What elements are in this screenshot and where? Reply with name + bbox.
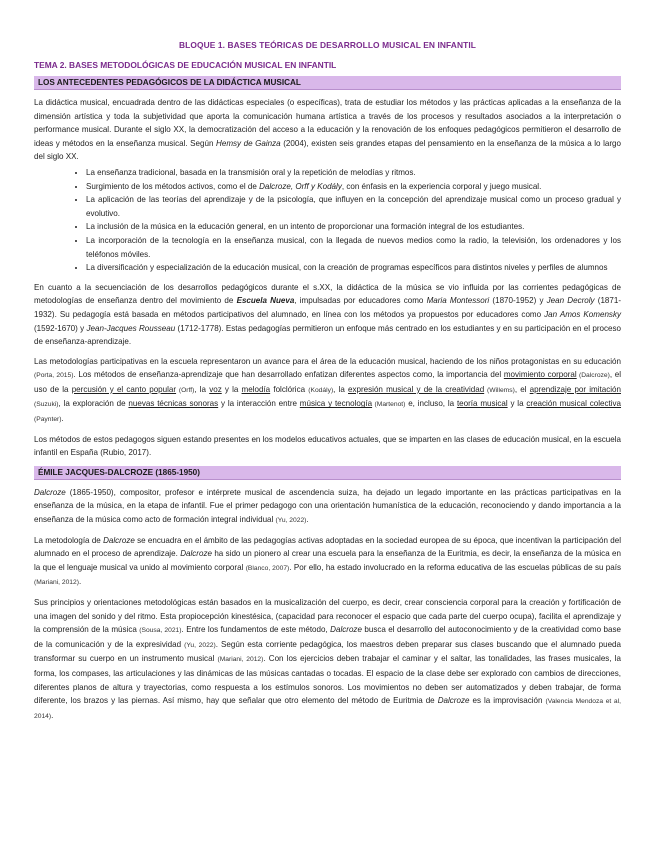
underlined-term: melodía — [241, 384, 271, 394]
paragraph-metodologias-participativas — [34, 355, 621, 427]
citation: (Kodály) — [308, 386, 334, 394]
text-run: , el uso de la — [34, 370, 621, 394]
text-run: e, incluso, la — [405, 399, 457, 409]
citation: (Mariani, 2012) — [34, 579, 79, 587]
text-run: (1870-1952) y — [489, 296, 547, 306]
author-name: Dalcroze — [330, 625, 362, 635]
text-run: (2004), existen seis grandes etapas del pensamiento en la enseñanza de la música a lo largo del siglo XX. — [34, 138, 621, 162]
text-run: , la — [194, 384, 210, 394]
section-heading-dalcroze: ÉMILE JACQUES-DALCROZE (1865-1950) — [34, 466, 621, 480]
underlined-term: música y tecnología — [299, 399, 373, 409]
text-run: Las metodologías participativas en la escuela representaron un avance para el área de la educación musical, haciendo de los niños protagonistas en su educación — [34, 356, 621, 366]
text-run: y la interacción entre — [218, 399, 300, 409]
underlined-term: voz — [209, 384, 222, 394]
text-run: . Los métodos de enseñanza-aprendizaje que han desarrollado enfatizan diferentes aspectos como, la importancia del — [73, 370, 504, 380]
citation: (Yu, 2022) — [184, 641, 216, 649]
section-heading-antecedentes: LOS ANTECEDENTES PEDAGÓGICOS DE LA DIDÁCTICA MUSICAL — [34, 76, 621, 90]
text-run: , la — [333, 384, 349, 394]
author-name: Hemsy de Gainza — [216, 138, 281, 148]
citation: (Paynter) — [34, 416, 62, 424]
text-run: , con énfasis en la experiencia corporal y juego musical. — [341, 181, 542, 191]
text-run: Surgimiento de los métodos activos, como el de — [86, 181, 260, 191]
text-run: se encuadra en el ámbito de las pedagogías activas adoptadas en la sociedad europea de su época, que incentivan la participación del alumnado en el proceso de aprendizaje. — [34, 535, 621, 559]
text-run: . Por ello, ha estado involucrado en la reforma educativa de las escuelas públicas de su país — [289, 562, 622, 572]
text-run: . — [306, 515, 309, 525]
underlined-term: expresión musical y de la creatividad — [348, 384, 485, 394]
underlined-term: percusión y el canto popular — [71, 384, 177, 394]
citation: (Blanco, 2007) — [245, 564, 290, 572]
text-run: . Entre los fundamentos de este método, — [181, 625, 331, 635]
text-run: y la — [221, 384, 242, 394]
list-item: • La diversificación y especialización de la educación musical, con la creación de programas específicos para distintos niveles y perfiles de alumnos — [86, 261, 621, 275]
text-run: folclórica — [270, 384, 309, 394]
citation: (Sousa, 2021) — [139, 627, 182, 635]
text-run: busca el desarrollo del autoconocimiento y de la creatividad como base de la comunicación y de la expresividad — [34, 625, 622, 649]
list-item: • La incorporación de la tecnología en la enseñanza musical, con la llegada de nuevos medios como la radio, la televisión, los ordenadores y los teléfonos móviles. — [86, 234, 621, 261]
text-run: Sus principios y orientaciones metodológicas están basados en la musicalización del cuerpo, es decir, crear consciencia corporal para la creación y fortificación de una imagen del sonido y del ritmo. Esta propiocepción kinestésica, (capacidad para reconocer el espacio que cada parte del cuerpo ocupa), facilita el aprendizaje y la comprensión de la música — [34, 598, 621, 635]
text-run: . — [78, 577, 82, 587]
list-item: • La inclusión de la música en la educación general, en un intento de proporcionar una formación integral de los estudiantes. — [86, 220, 621, 234]
text-run: La didáctica musical, encuadrada dentro de las didácticas especiales (o específicas), trata de estudiar los métodos y las prácticas aplicadas a la enseñanza de la dimensión artística y toda la subjetividad que aporta la comunicación humana artística a través de los procesos y resultados asociados a la interpretación o performance musical. Durante el siglo XX, la democratización del acceso a la educación y la renovación de los enfoques pedagógicos permitieron el desarrollo de ideas y métodos en la enseñanza musical. Según — [34, 98, 621, 148]
citation: (Martenot) — [372, 401, 406, 409]
text-run: (1712-1778). Estas pedagogías permitieron un enfoque más centrado en los estudiantes y en su participación en el proceso de enseñanza-aprendizaje. — [34, 323, 621, 347]
underlined-term: teoría musical — [456, 399, 508, 409]
text-run: es la improvisación — [469, 696, 546, 706]
text-run: (1871-1932). Su pedagogía está basada en métodos participativos del alumnado, en línea con los métodos ya propuestos por educadores como — [34, 296, 622, 319]
paragraph-didactica-musical — [34, 96, 621, 164]
text-run: La metodología de — [34, 535, 104, 545]
list-item — [86, 180, 621, 194]
text-run: . — [51, 710, 54, 720]
author-name: Jan Amos Komensky — [544, 309, 621, 319]
list-item: • La aplicación de las teorías del aprendizaje y de la psicología, que influyen en la concepción del aprendizaje musical como un proceso gradual y evolutivo. — [86, 193, 621, 220]
text-run: . Según esta corriente pedagógica, los maestros deben preparar sus clases buscando que el alumnado pueda transformar su cuerpo en un instrumento musical — [34, 639, 622, 664]
text-run: ha sido un pionero al crear una escuela para la enseñanza de la Euritmia, es decir, la enseñanza de la música en la que el lenguaje musical va unido al movimiento corporal — [34, 549, 622, 572]
citation: (Valencia Mendoza et al, 2014) — [34, 698, 621, 720]
tema-title: TEMA 2. BASES METODOLÓGICAS DE EDUCACIÓN MUSICAL EN INFANTIL — [34, 60, 337, 70]
author-name: Dalcroze — [437, 696, 470, 706]
citation: (Porta, 2015) — [34, 372, 74, 380]
text-run: . — [61, 414, 64, 424]
underlined-term: creación musical colectiva — [526, 399, 622, 409]
text-run: . Con los ejercicios deben trabajar el caminar y el saltar, las tonalidades, las frases musicales, la forma, los compases, las articulaciones y las dinámicas de las músicas cantadas o tocadas. El espacio de la clase debe ser explorado con cambios de direcciones, diferentes planos de altura y trayectorias, como respuesta a los estímulos sonoros. Los movimientos no deben ser automatizados y deben trabajar, de forma diferente, los brazos y las piernas. Así mismo, hay que señalar que otro elemento del método de Euritmia de — [34, 654, 621, 706]
citation: (Dalcroze) — [576, 372, 610, 380]
paragraph-dalcroze-principios — [34, 596, 621, 723]
citation: (Suzuki) — [34, 401, 59, 409]
text-run: (1592-1670) y — [34, 323, 87, 333]
movement-name: Escuela Nueva — [236, 296, 295, 306]
text-run: , el — [514, 384, 530, 394]
text-run: (1865-1950), compositor, profesor e intérprete musical de ascendencia suiza, ha dejado un legado importante en las prácticas participativas en la enseñanza de la música, en la etapa de infantil. Fue el primer pedagogo con una orientación humanística de la educación, reconociendo y dando importancia a la enseñanza de la música como acto de formación integral individual — [34, 487, 621, 525]
author-name: Dalcroze — [34, 487, 66, 497]
citation: (Yu, 2022) — [275, 517, 307, 525]
text-run: , la exploración de — [58, 399, 129, 409]
citation: (Willems) — [484, 386, 515, 394]
paragraph-dalcroze-metodologia — [34, 534, 621, 590]
author-name: Maria Montessori — [426, 296, 490, 306]
author-name: Jean Decroly — [546, 296, 595, 306]
stages-list — [34, 166, 621, 275]
author-names: Dalcroze, Orff y Kodály — [259, 181, 342, 191]
paragraph-metodos-presentes: Los métodos de estos pedagogos siguen estando presentes en los modelos educativos actuales, que se imparten en las clases de educación musical, en la escuela infantil en España (Rubio, 2017). — [34, 434, 621, 458]
list-item: • La enseñanza tradicional, basada en la transmisión oral y la repetición de melodías y ritmos. — [86, 166, 621, 180]
author-name: Dalcroze — [103, 535, 135, 545]
text-run: En cuanto a la secuenciación de los desarrollos pedagógicos durante el s.XX, la didáctica de la música se vio influida por las corrientes pedagógicas de metodologías de enseñanza dentro del movimiento de — [34, 282, 621, 306]
underlined-term: nuevas técnicas sonoras — [128, 399, 219, 409]
citation: (Mariani, 2012) — [217, 656, 264, 664]
text-run: y la — [507, 399, 527, 409]
block-title: BLOQUE 1. BASES TEÓRICAS DE DESARROLLO MUSICAL EN INFANTIL — [179, 40, 476, 50]
paragraph-dalcroze-bio — [34, 486, 621, 528]
underlined-term: movimiento corporal — [503, 370, 577, 380]
author-name: Jean-Jacques Rousseau — [86, 323, 176, 333]
paragraph-secuenciacion — [34, 281, 621, 349]
author-name: Dalcroze — [180, 549, 212, 559]
text-run: , impulsadas por educadores como — [294, 296, 427, 306]
citation: (Orff) — [176, 386, 195, 394]
underlined-term: aprendizaje por imitación — [529, 384, 621, 394]
